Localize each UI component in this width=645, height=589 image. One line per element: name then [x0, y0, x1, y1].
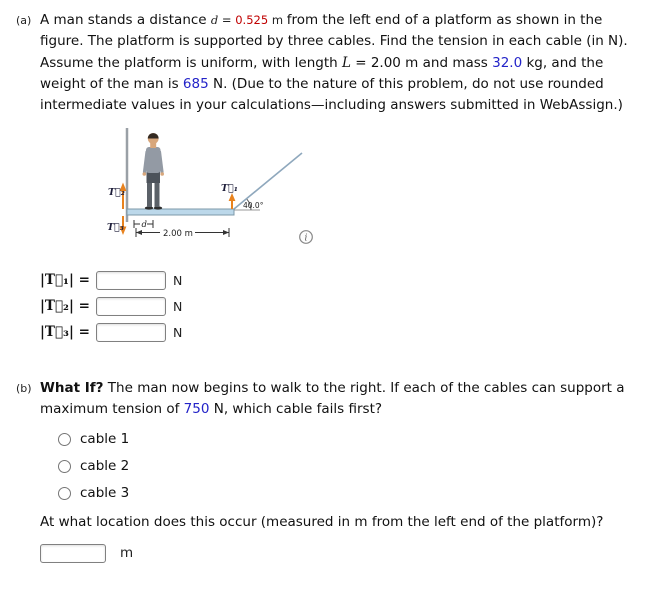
max-tension-value: 750 [183, 400, 210, 417]
text-run: A man stands a distance [40, 12, 211, 28]
cable-1-label: cable 1 [80, 431, 130, 448]
tension-1-input[interactable] [96, 271, 166, 290]
cable-1-radio[interactable] [58, 433, 71, 446]
tension-1-label: T⃗₁ [221, 182, 238, 194]
text-run: N, which cable fails first? [209, 400, 383, 417]
answer-row-t3 [40, 323, 628, 342]
tension-1-answer-label: |T⃗₁| = [40, 272, 90, 289]
cable-2-label: cable 2 [80, 458, 130, 475]
part-b-body [40, 378, 628, 563]
part-b [16, 378, 631, 563]
tension-2-input[interactable] [96, 297, 166, 316]
text-run: N. (Due to the nature of this problem, do not use rounded intermediate values in your calculations—including answers submitted in WebAssign.) [40, 75, 623, 114]
webassign-problem [16, 10, 631, 563]
part-b-text [40, 378, 628, 421]
tension-1-arrow [229, 193, 236, 209]
weight-value: 685 [182, 75, 209, 92]
platform [127, 209, 234, 215]
angle-label: 40.0° [243, 200, 264, 210]
cable-1-option[interactable] [58, 431, 628, 447]
d-value: 0.525 [235, 13, 269, 27]
mass-value: 32.0 [492, 54, 523, 71]
answer-row-t2 [40, 297, 628, 316]
text-run: = 2.00 m and mass [350, 54, 493, 71]
figure-svg [96, 125, 354, 255]
platform-figure [96, 125, 628, 259]
part-a [16, 10, 631, 368]
part-b-label: (b) [16, 381, 32, 395]
answer-row-t1 [40, 271, 628, 290]
cable-3-label: cable 3 [80, 485, 130, 502]
cable-2-radio[interactable] [58, 460, 71, 473]
location-input[interactable] [40, 544, 106, 563]
tension-3-answer-label: |T⃗₃| = [40, 324, 90, 341]
d-dimension-label: d [141, 219, 147, 230]
d-unit: m [268, 13, 287, 27]
tension-2-answer-label: |T⃗₂| = [40, 298, 90, 315]
newton-unit: N [173, 272, 183, 288]
location-answer-row [40, 544, 628, 563]
part-a-text [40, 10, 628, 117]
cable-choice-group [58, 431, 628, 501]
text-run: from the left end of a platform as shown in the figure. The platform is supported by three cables. Find the tension in each cable (in N). Assume the platform is uniform, with length [40, 12, 628, 71]
d-variable: d [210, 13, 219, 27]
man-figure [143, 133, 165, 210]
meter-unit: m [120, 545, 134, 562]
length-dimension-label: 2.00 m [163, 228, 193, 239]
cable-2-option[interactable] [58, 458, 628, 474]
text-run: kg, and the weight of the man is [40, 54, 604, 92]
part-a-body [40, 10, 628, 368]
tension-2-label: T⃗₂ [108, 186, 125, 198]
whatif-heading: What If? [40, 379, 104, 396]
text-run: The man now begins to walk to the right. If each of the cables can support a maximum tension of [40, 379, 625, 417]
newton-unit: N [173, 324, 183, 340]
equals-sign: = [218, 13, 236, 27]
answer-fields [40, 271, 628, 342]
location-question: At what location does this occur (measured in m from the left end of the platform)? [40, 514, 604, 531]
tension-3-label: T⃗₃ [107, 221, 124, 233]
cable-3-radio[interactable] [58, 487, 71, 500]
length-variable: L [341, 54, 351, 71]
tension-3-input[interactable] [96, 323, 166, 342]
newton-unit: N [173, 298, 183, 314]
svg-text:i: i [304, 233, 308, 244]
part-a-label: (a) [16, 14, 32, 27]
cable-3-option[interactable] [58, 485, 628, 501]
info-icon[interactable] [300, 230, 313, 243]
